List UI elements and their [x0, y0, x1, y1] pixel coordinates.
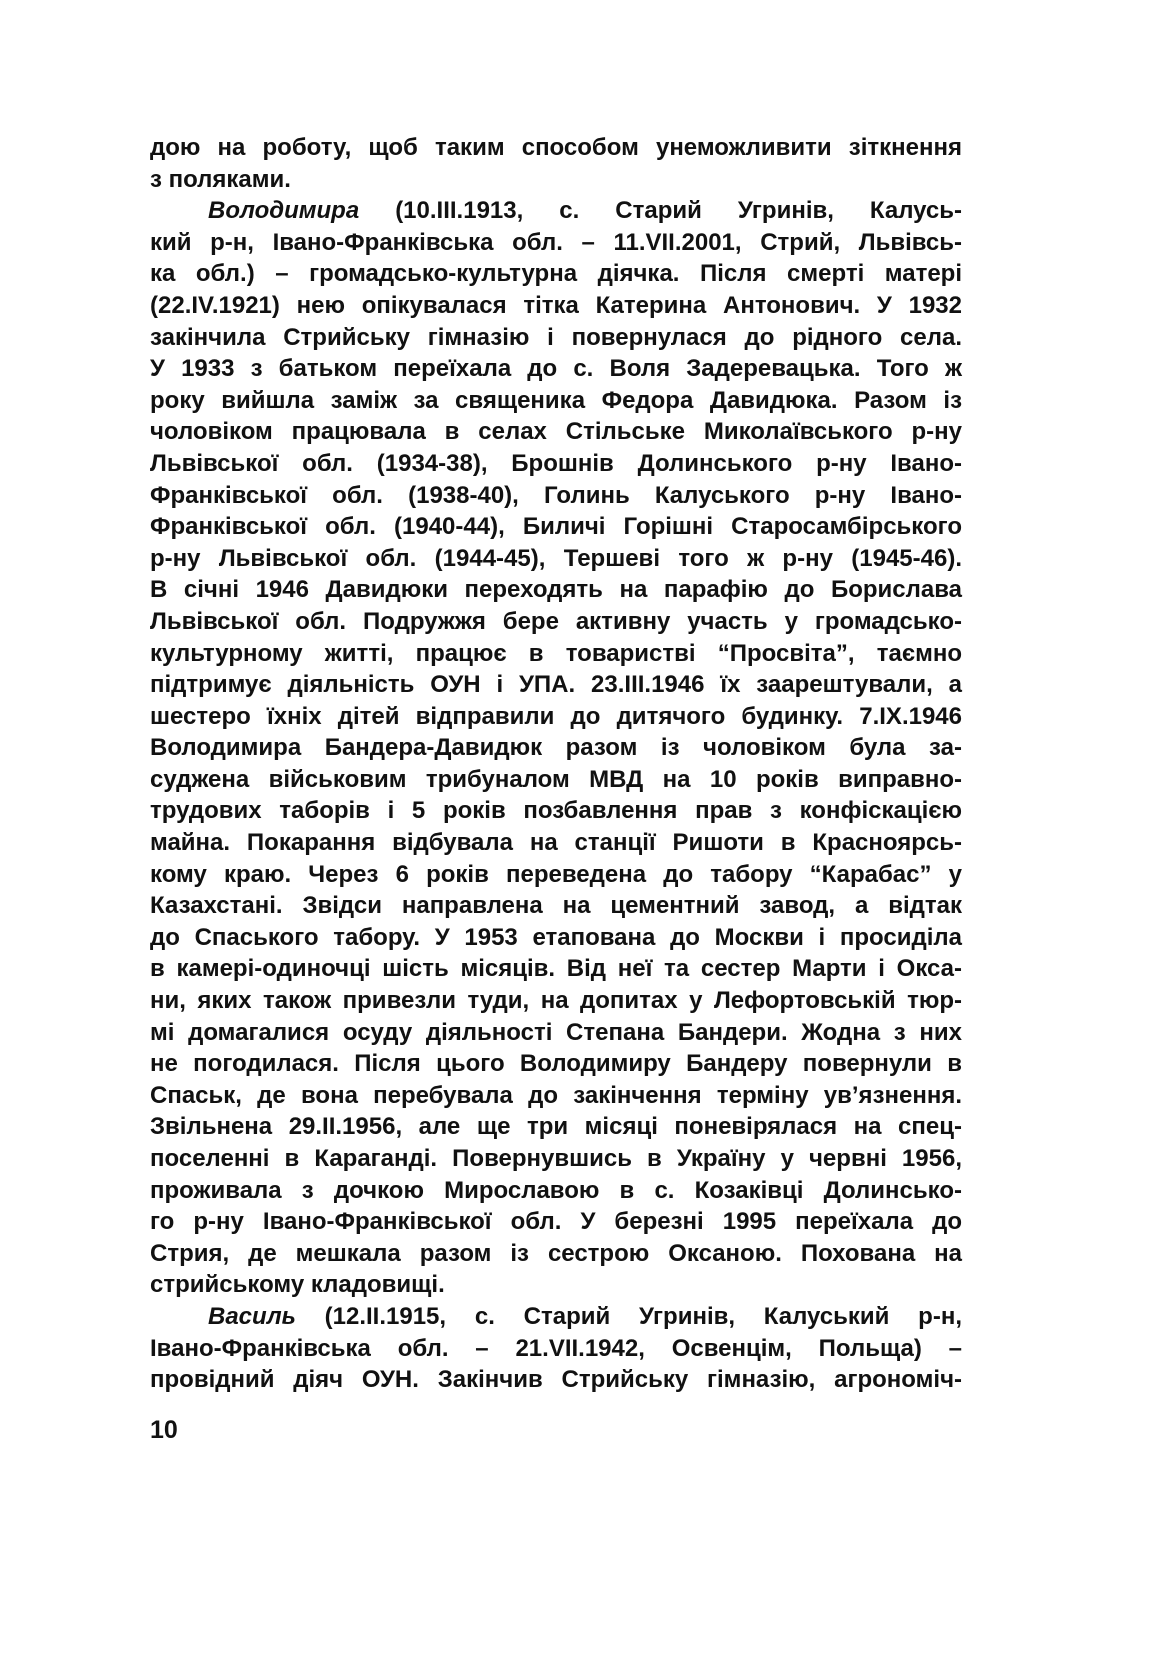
text-line: року вийшла заміж за священика Федора Давидюка. Разом із	[150, 386, 962, 414]
text-line: Казахстані. Звідси направлена на цементний завод, а відтак	[150, 892, 962, 920]
text-line: дою на роботу, щоб таким способом унеможливити зіткнення	[150, 134, 962, 161]
text-line: з поляками.	[150, 165, 291, 193]
text-line: кому краю. Через 6 років переведена до табору “Карабас” у	[150, 860, 962, 888]
text-line: Спаськ, де вона перебувала до закінчення терміну ув’язнення.	[150, 1081, 962, 1109]
text-line: мі домагалися осуду діяльності Степана Бандери. Жодна з них	[150, 1018, 962, 1046]
text-line: провідний діяч ОУН. Закінчив Стрийську гімназію, агрономіч-	[150, 1366, 962, 1394]
text-line: в камері-одиночці шість місяців. Від неї та сестер Марти і Окса-	[150, 955, 962, 983]
text-line: культурному житті, працює в товаристві “Просвіта”, таємно	[150, 639, 962, 667]
text-line: Володимира (10.III.1913, с. Старий Угринів, Калусь-	[208, 197, 962, 225]
text-line: Івано-Франківська обл. – 21.VII.1942, Освенцім, Польща) –	[150, 1334, 962, 1362]
text-line: кий р-н, Івано-Франківська обл. – 11.VII.2001, Стрий, Львівсь-	[150, 228, 962, 256]
text-line: закінчила Стрийську гімназію і повернулася до рідного села.	[150, 323, 962, 351]
text-line: Звільнена 29.II.1956, але ще три місяці поневірялася на спец-	[150, 1113, 962, 1141]
text-line: Франківської обл. (1938-40), Голинь Калуського р-ну Івано-	[150, 481, 962, 509]
text-line: У 1933 з батьком переїхала до с. Воля Задеревацька. Того ж	[150, 355, 962, 383]
text-line: Володимира Бандера-Давидюк разом із чоловіком була за-	[150, 734, 962, 762]
text-line: го р-ну Івано-Франківської обл. У березні 1995 переїхала до	[150, 1208, 962, 1236]
text-line: ка обл.) – громадсько-культурна діячка. Після смерті матері	[150, 260, 962, 288]
text-line: Франківської обл. (1940-44), Биличі Горішні Старосамбірського	[150, 513, 962, 541]
text-line: Львівської обл. Подружжя бере активну участь у громадсько-	[150, 607, 962, 635]
text-line: чоловіком працювала в селах Стільське Миколаївського р-ну	[150, 418, 962, 446]
text-line: трудових таборів і 5 років позбавлення прав з конфіскацією	[150, 797, 962, 825]
text-line: майна. Покарання відбувала на станції Ришоти в Красноярсь-	[150, 829, 962, 857]
text-line: суджена військовим трибуналом МВД на 10 років виправно-	[150, 765, 962, 793]
text-line: (22.IV.1921) нею опікувалася тітка Катерина Антонович. У 1932	[150, 291, 962, 319]
text-line: Василь (12.II.1915, с. Старий Угринів, Калуський р-н,	[208, 1302, 962, 1330]
text-line: Львівської обл. (1934-38), Брошнів Долинського р-ну Івано-	[150, 449, 962, 477]
text-line: В січні 1946 Давидюки переходять на парафію до Борислава	[150, 576, 962, 604]
text-line: проживала з дочкою Мирославою в с. Козаківці Долинсько-	[150, 1176, 962, 1204]
text-line: стрийському кладовищі.	[150, 1271, 445, 1299]
text-line: шестеро їхніх дітей відправили до дитячого будинку. 7.IX.1946	[150, 702, 962, 730]
text-line: не погодилася. Після цього Володимиру Бандеру повернули в	[150, 1050, 962, 1078]
entry-name: Василь	[208, 1302, 296, 1330]
text-line: підтримує діяльність ОУН і УПА. 23.III.1946 їх заарештували, а	[150, 671, 962, 699]
page-text	[150, 132, 962, 1396]
text-line: р-ну Львівської обл. (1944-45), Тершеві того ж р-ну (1945-46).	[150, 544, 962, 572]
entry-name: Володимира	[208, 197, 360, 225]
text-line: до Спаського табору. У 1953 етапована до Москви і просиділа	[150, 923, 962, 951]
text-line: Стрия, де мешкала разом із сестрою Оксаною. Похована на	[150, 1239, 962, 1267]
text-line: ни, яких також привезли туди, на допитах у Лефортовській тюр-	[150, 987, 962, 1015]
text-line: поселенні в Караганді. Повернувшись в Україну у червні 1956,	[150, 1145, 962, 1172]
page-number: 10	[150, 1416, 178, 1444]
